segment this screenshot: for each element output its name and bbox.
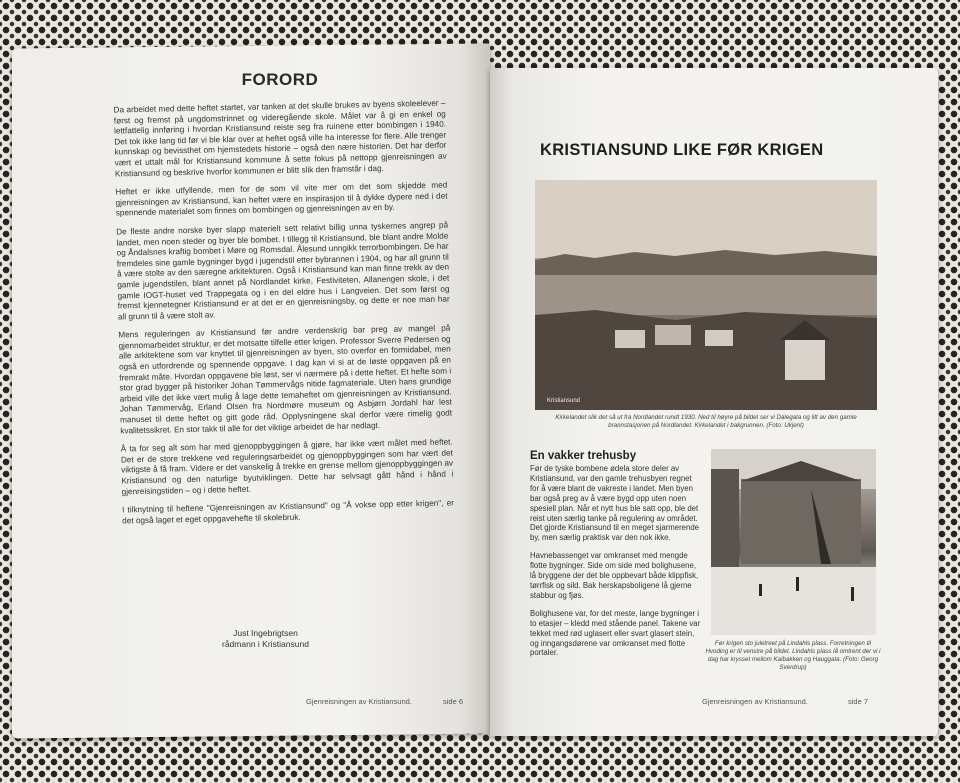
photo-label: Kristiansund [547,398,581,404]
right-footer-text: Gjenreisningen av Kristiansund. [702,697,808,706]
signature-name: Just Ingebrigtsen [233,628,298,638]
paragraph: Heftet er ikke utfyllende, men for de som vil vite mer om det som skjedde med gjenreisningen av Kristiansund, kan heftet være en inspirasjon til å dykke dypere ned i det spennende materialet som finnes om bombingen og gjenreisningen av en by. [115,180,448,218]
left-page-number: side 6 [443,697,464,706]
paragraph: Før de tyske bombene ødela store deler av Kristiansund, var den gamle trehusbyen regnet for å være blant de vakreste i landet. Men byen bar også preg av å være bygd opp uten noen spesiell plan. Når et nytt hus ble satt opp, ble det reist uten særlig tanke på regulering av området. Det gjorde Kristiansund til en meget sjarmerende by, men særlig praktisk var den nok ikke. [530,464,700,543]
winter-square-illustration [711,449,876,635]
paragraph: Da arbeidet med dette heftet startet, var tanken at det skulle brukes av byens skoleelever – først og fremst på ungdomstrinnet og videregående skole. Målet var å gi en enkel og lettfattelig innføring i hvordan Kristiansund reiste seg fra ruinene etter bombingen i 1940. Det tok ikke lang tid før vi ble klar over at heftet også ville ha interesse for flere. Alle trenger kunnskap og bevissthet om hjemstedets historie – også den nære historien. Det har derfor vært et uttalt mål for Kristiansund kommune å sette fokus på nettopp gjenreisningen av Kristiansund og beskrive hvorfor kommunen er blitt slik den framstår i dag. [113,98,447,179]
section-subheading: En vakker trehusby [530,450,637,462]
harbor-photo-caption: Kirkelandet slik det så ut fra Nordlandet rundt 1930. Ned til høyre på bildet ser vi Dalegata og litt av den gamle brannstasjonen på Nordlandet. Kirkelandet i bakgrunnen. (Foto: Ukjent) [555,414,857,429]
paragraph: Å ta for seg alt som har med gjenoppbyggingen å gjøre, har ikke vært målet med heftet. Det er de store trekkene ved reguleringsarbeidet og gjenoppbyggingen som har vært det viktigste å få fram. Videre er det vanskelig å trekke en grense mellom gjenoppbyggingen av Kristiansund og den naturlige byutviklingen. Dette har selvsagt gått hånd i hånd i gjenreisingstiden – og i dette heftet. [120,437,454,497]
paragraph: Havnebassenget var omkranset med mengde flotte bygninger. Side om side med bolighusene, lå bryggene der det ble oppbevart både klippfisk, tørrfisk og sild. Bak herskapsboligene lå gjerne stabbur og fjøs. [530,551,699,600]
harbor-photo-illustration [535,180,877,410]
right-page-body [530,464,702,666]
left-page-title: FORORD [241,70,319,89]
paragraph: De fleste andre norske byer slapp materielt sett relativt billig unna tyskernes angrep på landet, men noen steder og byer ble bombet. I tillegg til Kristiansund, ble blant andre Molde og Åndalsnes kraftig bombet i Møre og Romsdal. Ålesund unngikk terrorbombingen. De har fremdeles sine gamle bygninger bygd i jugendstil etter bybrannen i 1904, og har all grunn til å være stolte av den særegne arkitekturen. Også i Kristiansund kan man finne trekk av den gamle jugendstilen, blant annet på Nordlandet kirke, Festiviteten, Allanengen skole, i det gamle IOGT-huset ved Trappegata og i en del eldre hus i Langveien. Det som først og fremst kjennetegner Kristiansund er at det er en gjenreisningsby, og dette er noe man har all grunn til å være stolt av. [116,220,450,322]
paragraph: Mens reguleringen av Kristiansund før andre verdenskrig bar preg av mangel på gjennomarbeidet struktur, er det motsatte tilfelle etter krigen. Professor Sverre Pedersen og alle arkitektene som var knyttet til gjenreisningen av byen, sto overfor en formidabel, men også en utfordrende og spennende oppgave. I dag kan vi si at de løste oppgaven på en fremrakt måte. Hvordan oppgavene ble løst, ser vi nærmere på i dette heftet. Et hefte som i stor grad bygger på historiker Johan Tømmervågs nitide fagmateriale. Uten hans grundige arbeid ville det ikke vært mulig å lage dette temaheftet om gjenreisningen av Kristiansund. Johan Tømmervåg, Erland Olsen fra Nordmøre museum og Asbjørn Jordahl har lest manuset til dette heftet og gitt gode råd. Opplysningene skal derfor være rimelig godt kvalitetssikret. En stor takk til alle for det viktige arbeidet de har nedlagt. [118,323,453,436]
paragraph: Bolighusene var, for det meste, lange bygninger i to etasjer – kledd med stående panel. Takene var tekket med rød uglasert eller svart glasert stein, og inngangsdørene var omkranset med flotte portaler. [530,608,701,658]
winter-square-photo-caption: Før krigen sto juletreet på Lindahls plass. Forretningen til Hvoding er til venstre på bildet. Lindahls plass lå omtrent der vi i dag har krysset mellom Kaibakken og Hauggata. (Foto: Georg Sverdrup) [705,640,881,671]
signature-title: rådmann i Kristiansund [222,639,309,649]
left-page-body [114,99,455,535]
harbor-photo [535,180,877,410]
winter-square-photo [711,449,876,635]
paragraph: I tilknytning til heftene "Gjenreisningen av Kristiansund" og "Å vokse opp etter krigen", er det også laget et eget oppgavehefte til skolebruk. [121,498,455,526]
right-page-number: side 7 [848,697,869,706]
left-footer-text: Gjenreisningen av Kristiansund. [306,697,412,706]
signature [222,628,309,650]
right-page-title: KRISTIANSUND LIKE FØR KRIGEN [540,141,824,159]
